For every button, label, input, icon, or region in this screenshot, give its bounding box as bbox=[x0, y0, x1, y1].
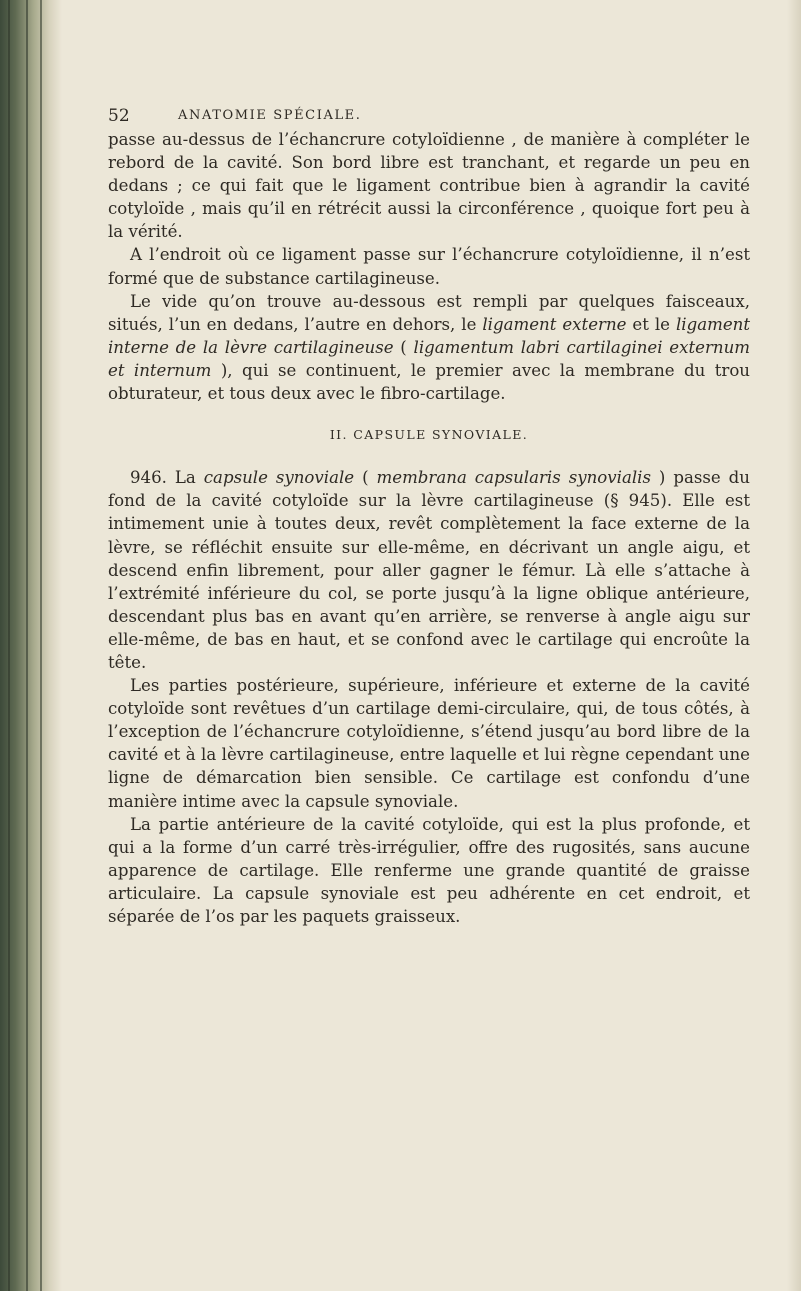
text-run: et le bbox=[626, 314, 676, 334]
italic-term: ligamentum labri cartilaginei externum et internum bbox=[108, 337, 751, 380]
text-run: Le vide qu’on trouve au-dessous est rempli par quelques faisceaux, situés, l’un en dedans, l’autre en dehors, le bbox=[108, 291, 750, 334]
page-header bbox=[108, 106, 750, 128]
text-run: passe au-dessus de l’échancrure cotyloïdienne , de manière à compléter le rebord de la cavité. Son bord libre est tranchant, et regarde un peu en dedans ; ce qui fait que le ligament contribue bien à agrandir la cavité cotyloïde , mais qu’il en rétrécit aussi la circonférence , quoique fort peu à la vérité. bbox=[108, 130, 750, 242]
binding-line bbox=[40, 0, 42, 1291]
page-number: 52 bbox=[108, 106, 130, 126]
running-title: ANATOMIE SPÉCIALE. bbox=[178, 108, 362, 123]
italic-term: ligament interne de la lèvre cartilagineuse bbox=[108, 314, 751, 357]
binding-line bbox=[8, 0, 10, 1291]
italic-term: membrana capsularis synovialis bbox=[376, 468, 651, 488]
text-run: ( bbox=[354, 468, 377, 488]
binding-line bbox=[26, 0, 28, 1291]
paragraph bbox=[108, 128, 750, 243]
text-run: A l’endroit où ce ligament passe sur l’échancrure cotyloïdienne, il n’est formé que de substance cartilagineuse. bbox=[108, 245, 750, 288]
paragraph bbox=[108, 290, 750, 405]
paragraph bbox=[108, 674, 750, 813]
text-run: ) passe du fond de la cavité cotyloïde sur la lèvre cartilagineuse (§ 945). Elle est intimement unie à toutes deux, revêt complètement la face externe de la lèvre, se réfléchit ensuite sur elle-même, en décrivant un angle aigu, et descend enfin librement, pour aller gagner le fémur. Là elle s’attache à l’extrémité inférieure du col, se porte jusqu’à la ligne oblique antérieure, descendant plus bas en avant qu’en arrière, se renverse à angle aigu sur elle-même, de bas en haut, et se confond avec le cartilage qui encroûte la tête. bbox=[108, 468, 750, 672]
paragraph bbox=[108, 243, 750, 289]
text-run: 946. La bbox=[130, 468, 204, 488]
text-run: ), qui se continuent, le premier avec la membrane du trou obturateur, et tous deux avec le fibro-cartilage. bbox=[108, 360, 750, 404]
paragraph-group-bottom bbox=[108, 466, 750, 928]
text-run: ( bbox=[393, 337, 414, 357]
page-body bbox=[108, 128, 750, 928]
paragraph bbox=[108, 466, 750, 674]
paragraph bbox=[108, 813, 750, 928]
italic-term: capsule synoviale bbox=[203, 468, 355, 488]
italic-term: ligament externe bbox=[482, 314, 627, 334]
text-run: La partie antérieure de la cavité cotyloïde, qui est la plus profonde, et qui a la forme d’un carré très-irrégulier, offre des rugosités, sans aucune apparence de cartilage. Elle renferme une grande quantité de graisse articulaire. La capsule synoviale est peu adhérente en cet endroit, et séparée de l’os par les paquets graisseux. bbox=[108, 814, 750, 926]
paragraph-group-top bbox=[108, 128, 750, 405]
section-heading: II. CAPSULE SYNOVIALE. bbox=[329, 427, 529, 443]
text-run: Les parties postérieure, supérieure, inférieure et externe de la cavité cotyloïde sont revêtues d’un cartilage demi-circulaire, qui, de tous côtés, à l’exception de l’échancrure cotyloïdienne, s’étend jusqu’au bord libre de la cavité et à la lèvre cartilagineuse, entre laquelle et lui règne cependant une ligne de démarcation bien sensible. Ce cartilage est confondu d’une manière intime avec la capsule synoviale. bbox=[108, 676, 750, 811]
page-right-edge bbox=[787, 0, 801, 1291]
